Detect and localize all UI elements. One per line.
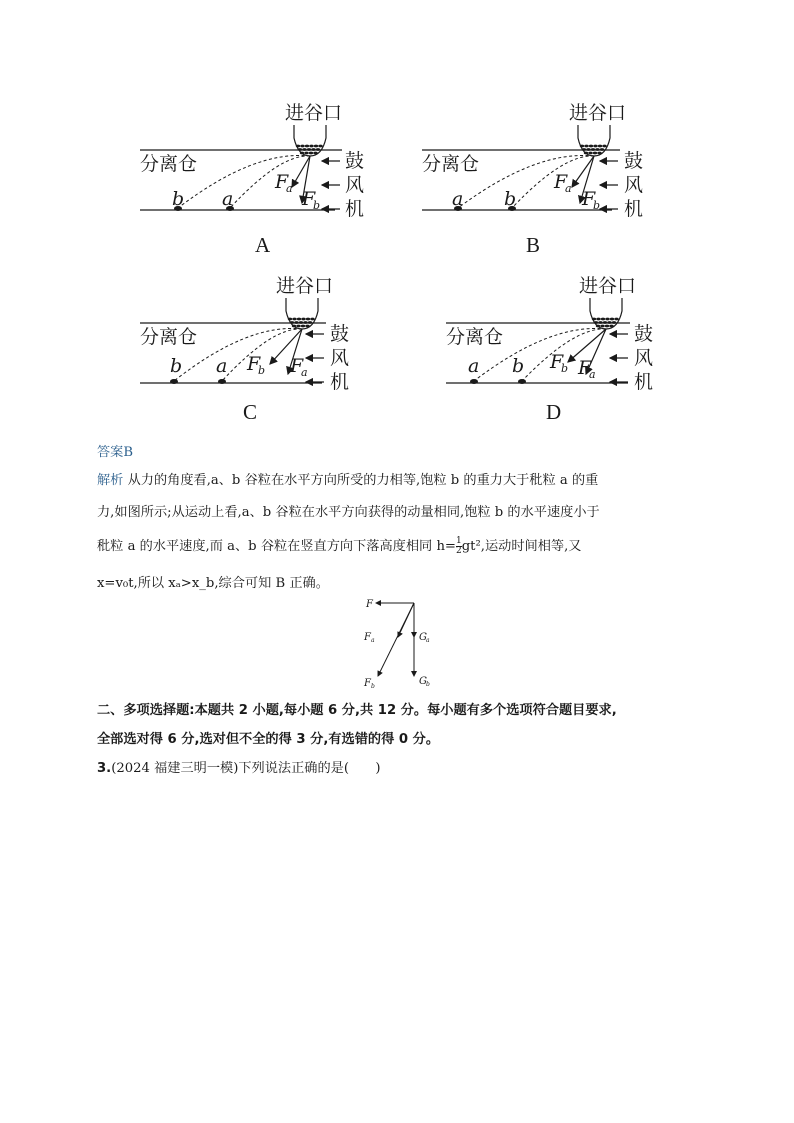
force-lower-sub: b — [313, 199, 321, 212]
force-upper-sub: b — [258, 364, 266, 377]
grain-trajectory — [230, 156, 310, 208]
grain-in-hopper — [609, 325, 613, 328]
grain-pile — [518, 379, 526, 384]
grain-in-hopper — [593, 152, 597, 155]
force-fb-label: F — [364, 678, 371, 689]
blower-char-1: 鼓 — [634, 323, 654, 345]
grain-in-hopper — [299, 321, 303, 324]
grain-left-label: a — [452, 188, 464, 210]
grain-in-hopper — [589, 145, 593, 148]
grain-in-hopper — [305, 145, 309, 148]
grain-in-hopper — [294, 321, 298, 324]
grain-in-hopper — [612, 321, 616, 324]
grain-in-hopper — [290, 321, 294, 324]
answer-value: B — [123, 445, 134, 460]
analysis-text-3a: 秕粒 a 的水平速度,而 a、b 谷粒在竖直方向下落高度相同 h= — [97, 539, 456, 554]
grain-in-hopper — [598, 321, 602, 324]
force-lower-label: F — [582, 188, 596, 210]
grain-in-hopper — [296, 145, 300, 148]
force-f-label: F — [366, 599, 373, 610]
grain-in-hopper — [605, 318, 609, 321]
chamber-label: 分离仓 — [422, 153, 480, 175]
chamber-label: 分离仓 — [446, 326, 504, 348]
grain-in-hopper — [593, 145, 597, 148]
grain-in-hopper — [605, 325, 609, 328]
grain-in-hopper — [595, 148, 599, 151]
blower-char-2: 风 — [634, 347, 654, 369]
fraction-denominator: 2 — [455, 546, 462, 556]
grain-in-hopper — [597, 152, 601, 155]
blower-char-2: 风 — [330, 347, 350, 369]
analysis-line-3 — [97, 535, 581, 556]
force-fa-label: F — [364, 632, 371, 643]
chamber-label: 分离仓 — [140, 326, 198, 348]
grain-in-hopper — [298, 148, 302, 151]
grain-in-hopper — [614, 318, 618, 321]
grain-in-hopper — [591, 148, 595, 151]
blower-char-3: 机 — [624, 198, 644, 220]
force-fb-arrow — [378, 603, 414, 676]
grain-in-hopper — [600, 148, 604, 151]
grain-in-hopper — [297, 318, 301, 321]
grain-in-hopper — [314, 145, 318, 148]
inlet-hopper — [286, 298, 318, 329]
blower-char-3: 机 — [634, 371, 654, 393]
section-2-heading-line-1: 二、多项选择题:本题共 2 小题,每小题 6 分,共 12 分。每小题有多个选项符合题目要求, — [97, 703, 617, 718]
analysis-label: 解析 — [97, 473, 124, 488]
grain-in-hopper — [318, 145, 322, 148]
fraction-numerator: 1 — [455, 536, 462, 546]
force-arrow — [572, 156, 594, 187]
grain-in-hopper — [292, 318, 296, 321]
force-lower-label: F — [302, 188, 316, 210]
grain-in-hopper — [603, 321, 607, 324]
analysis-line-2 — [97, 501, 600, 520]
gravity-ga-sub: a — [426, 637, 430, 644]
grain-right-label: a — [216, 355, 228, 377]
grain-left-label: b — [170, 355, 183, 377]
inlet-label: 进谷口 — [579, 275, 637, 297]
grain-in-hopper — [602, 145, 606, 148]
blower-char-3: 机 — [345, 198, 365, 220]
force-diagram — [362, 594, 442, 690]
grain-in-hopper — [304, 152, 308, 155]
grain-in-hopper — [586, 148, 590, 151]
grain-right-label: a — [222, 188, 234, 210]
force-upper-label: F — [247, 353, 261, 375]
grain-in-hopper — [596, 318, 600, 321]
analysis-text-3b: gt²,运动时间相等,又 — [461, 539, 582, 554]
grain-in-hopper — [584, 145, 588, 148]
grain-in-hopper — [309, 152, 313, 155]
grain-in-hopper — [584, 152, 588, 155]
answer-line — [97, 441, 133, 460]
grain-in-hopper — [310, 318, 314, 321]
blower-char-1: 鼓 — [330, 323, 350, 345]
force-diagram-svg — [362, 594, 442, 690]
blower-char-1: 鼓 — [624, 150, 644, 172]
blower-char-1: 鼓 — [345, 150, 365, 172]
answer-label: 答案 — [97, 445, 124, 460]
gravity-ga-label: G — [419, 632, 427, 643]
section-2-heading-line-2: 全部选对得 6 分,选对但不全的得 3 分,有选错的得 0 分。 — [97, 732, 440, 747]
grain-in-hopper — [292, 325, 296, 328]
inlet-label: 进谷口 — [569, 102, 627, 124]
diagram-d-svg — [436, 268, 676, 408]
grain-in-hopper — [592, 318, 596, 321]
diagram-option-b — [412, 95, 652, 235]
diagram-option-a — [130, 95, 370, 235]
caption-b: B — [526, 233, 541, 257]
inlet-hopper — [578, 125, 610, 156]
grain-in-hopper — [313, 152, 317, 155]
question-3-number: 3. — [97, 761, 112, 776]
force-upper-label: F — [275, 171, 289, 193]
grain-in-hopper — [316, 148, 320, 151]
grain-right-label: b — [504, 188, 517, 210]
grain-left-label: b — [172, 188, 185, 210]
grain-in-hopper — [303, 321, 307, 324]
force-lower-sub: a — [301, 366, 308, 379]
analysis-text-1: 从力的角度看,a、b 谷粒在水平方向所受的力相等,饱粒 b 的重力大于秕粒 a 的重 — [123, 473, 599, 488]
grain-in-hopper — [305, 325, 309, 328]
force-fa-sub: a — [371, 637, 375, 644]
grain-in-hopper — [596, 325, 600, 328]
grain-in-hopper — [610, 318, 614, 321]
grain-in-hopper — [296, 325, 300, 328]
inlet-label: 进谷口 — [285, 102, 343, 124]
grain-in-hopper — [300, 152, 304, 155]
force-upper-label: F — [550, 351, 564, 373]
inlet-label: 进谷口 — [276, 275, 334, 297]
grain-in-hopper — [307, 148, 311, 151]
force-upper-label: F — [554, 171, 568, 193]
grain-left-label: a — [468, 355, 480, 377]
inlet-hopper — [294, 125, 326, 156]
inlet-hopper — [590, 298, 622, 329]
diagram-a-svg — [130, 95, 370, 235]
chamber-label: 分离仓 — [140, 153, 198, 175]
grain-in-hopper — [288, 318, 292, 321]
grain-in-hopper — [600, 325, 604, 328]
analysis-text-2: 力,如图所示;从运动上看,a、b 谷粒在水平方向获得的动量相同,饱粒 b 的水平速度小于 — [97, 505, 600, 520]
question-3 — [97, 757, 381, 776]
grain-in-hopper — [309, 145, 313, 148]
blower-char-2: 风 — [345, 174, 365, 196]
gravity-gb-sub: b — [426, 681, 430, 688]
force-lower-label: F — [578, 357, 592, 379]
analysis-line-1 — [97, 469, 598, 488]
grain-in-hopper — [301, 325, 305, 328]
grain-in-hopper — [311, 148, 315, 151]
grain-pile — [170, 379, 178, 384]
force-lower-sub: a — [589, 368, 596, 381]
grain-pile — [470, 379, 478, 384]
grain-in-hopper — [300, 145, 304, 148]
grain-in-hopper — [302, 148, 306, 151]
diagram-option-d — [436, 268, 676, 408]
grain-in-hopper — [301, 318, 305, 321]
force-upper-sub: b — [561, 362, 569, 375]
grain-in-hopper — [308, 321, 312, 324]
grain-right-label: b — [512, 355, 525, 377]
gravity-gb-label: G — [419, 676, 427, 687]
blower-char-2: 风 — [624, 174, 644, 196]
grain-in-hopper — [601, 318, 605, 321]
grain-pile — [218, 379, 226, 384]
grain-in-hopper — [594, 321, 598, 324]
analysis-line-4 — [97, 572, 329, 591]
grain-in-hopper — [607, 321, 611, 324]
force-upper-sub: a — [565, 182, 572, 195]
force-lower-label: F — [290, 355, 304, 377]
force-lower-sub: b — [593, 199, 601, 212]
grain-in-hopper — [580, 145, 584, 148]
grain-in-hopper — [588, 152, 592, 155]
caption-d: D — [546, 400, 562, 424]
caption-a: A — [255, 233, 271, 257]
question-3-text: (2024 福建三明一模)下列说法正确的是( ) — [111, 761, 381, 776]
grain-in-hopper — [598, 145, 602, 148]
diagram-c-svg — [130, 268, 370, 408]
diagram-b-svg — [412, 95, 652, 235]
blower-char-3: 机 — [330, 371, 350, 393]
grain-in-hopper — [306, 318, 310, 321]
grain-in-hopper — [582, 148, 586, 151]
diagram-option-c — [130, 268, 370, 408]
force-fb-sub: b — [371, 683, 375, 690]
caption-c: C — [243, 400, 258, 424]
analysis-text-4: x=v₀t,所以 xₐ>x_b,综合可知 B 正确。 — [97, 576, 329, 591]
force-upper-sub: a — [286, 182, 293, 195]
